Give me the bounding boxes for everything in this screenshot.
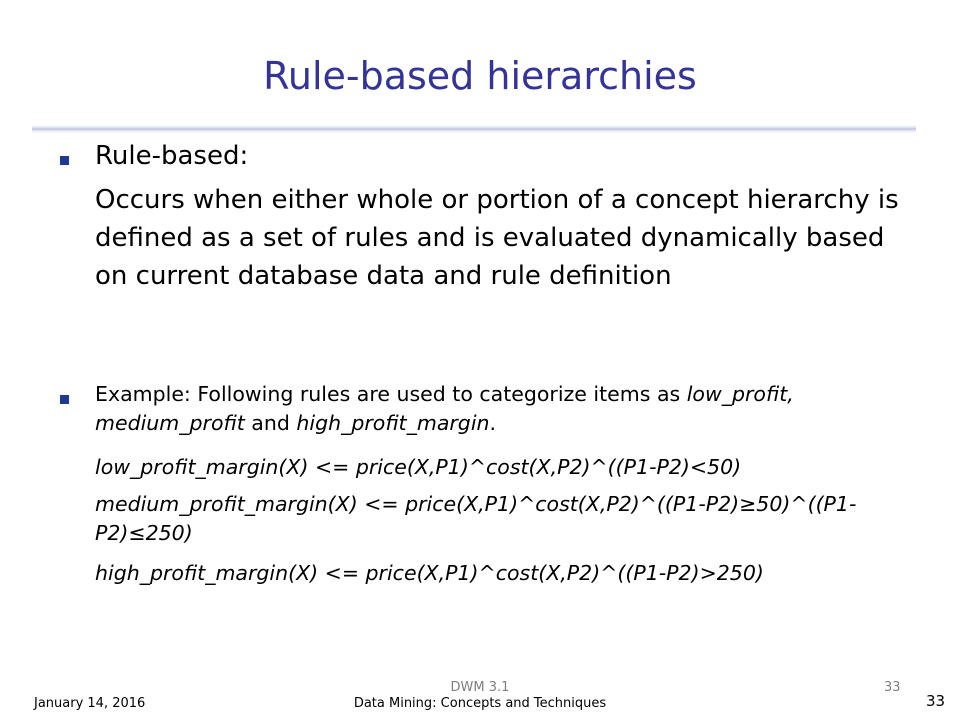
bullet-rule-based-label: Rule-based: xyxy=(95,141,249,171)
slide-title: Rule-based hierarchies xyxy=(263,54,697,98)
title-divider xyxy=(32,125,916,133)
footer-book-title: Data Mining: Concepts and Techniques xyxy=(353,696,607,711)
rule-based-description: Occurs when either whole or portion of a concept hierarchy is defined as a set of rules and is evaluated dynamically based on current database data and rule definition xyxy=(95,185,899,291)
rule-high-profit-margin: high_profit_margin(X) <= price(X,P1)^cost(X,P2)^((P1-P2)>250) xyxy=(95,561,764,585)
example-prefix: Example: Following rules are used to categorize items as xyxy=(95,382,687,406)
footer-date: January 14, 2016 xyxy=(34,696,146,711)
footer-page-number: 33 xyxy=(926,692,946,710)
bullet-marker-1 xyxy=(60,156,69,165)
example-suffix: . xyxy=(489,411,497,435)
footer-page-small: 33 xyxy=(884,680,901,695)
rule-medium-profit-margin: medium_profit_margin(X) <= price(X,P1)^cost(X,P2)^((P1-P2)≥50)^((P1-P2)≤250) xyxy=(95,492,857,545)
bullet-marker-2 xyxy=(60,395,69,404)
footer-center xyxy=(330,680,630,712)
rule-low-profit-margin: low_profit_margin(X) <= price(X,P1)^cost(X,P2)^((P1-P2)<50) xyxy=(95,455,742,479)
example-term-medium-profit: medium_profit xyxy=(95,411,245,435)
example-term-low-profit: low_profit, xyxy=(686,382,794,406)
footer-course-code: DWM 3.1 xyxy=(450,680,510,695)
example-term-high-profit-margin: high_profit_margin xyxy=(296,411,490,435)
example-and: and xyxy=(244,411,297,435)
example-paragraph xyxy=(95,380,910,438)
